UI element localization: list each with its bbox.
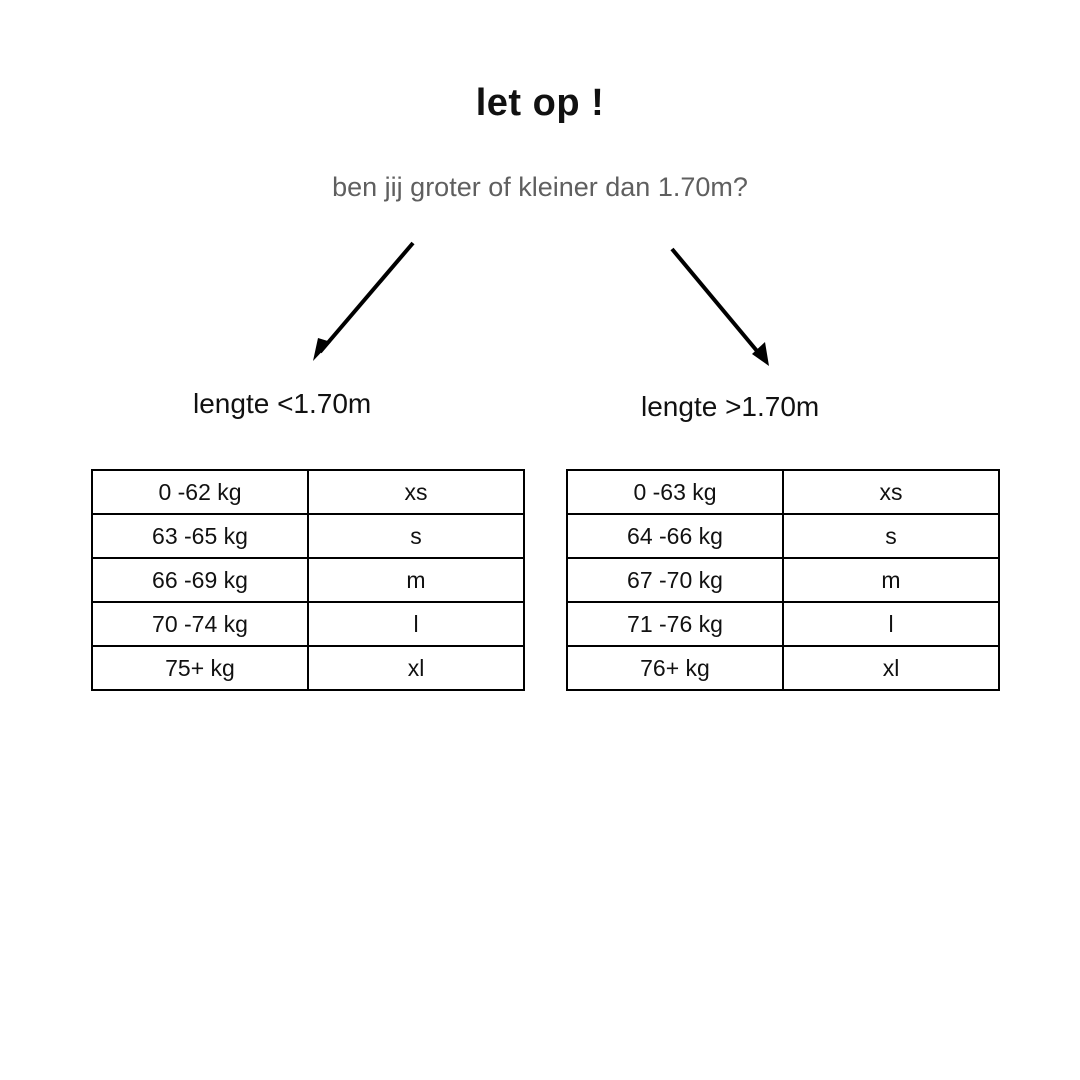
table-row	[567, 646, 999, 690]
size-cell: s	[308, 514, 524, 558]
size-table-short	[91, 469, 525, 691]
table-row	[92, 514, 524, 558]
weight-cell: 66 -69 kg	[92, 558, 308, 602]
table-row	[92, 602, 524, 646]
size-cell: m	[308, 558, 524, 602]
size-cell: xs	[308, 470, 524, 514]
branch-label-tall: lengte >1.70m	[641, 391, 820, 422]
arrow-down-right-icon	[672, 249, 769, 366]
branch-label-short: lengte <1.70m	[193, 388, 372, 419]
table-row	[92, 558, 524, 602]
table-row	[567, 602, 999, 646]
arrow-down-left-icon	[313, 243, 413, 361]
weight-cell: 0 -63 kg	[567, 470, 783, 514]
weight-cell: 63 -65 kg	[92, 514, 308, 558]
page-subtitle: ben jij groter of kleiner dan 1.70m?	[332, 172, 748, 202]
size-table-tall	[566, 469, 1000, 691]
size-cell: m	[783, 558, 999, 602]
weight-cell: 67 -70 kg	[567, 558, 783, 602]
size-cell: xs	[783, 470, 999, 514]
page-title: let op !	[475, 82, 605, 124]
weight-cell: 64 -66 kg	[567, 514, 783, 558]
table-row	[567, 470, 999, 514]
table-row	[567, 514, 999, 558]
weight-cell: 76+ kg	[567, 646, 783, 690]
size-cell: xl	[308, 646, 524, 690]
table-row	[92, 646, 524, 690]
weight-cell: 71 -76 kg	[567, 602, 783, 646]
weight-cell: 75+ kg	[92, 646, 308, 690]
size-cell: l	[308, 602, 524, 646]
table-row	[92, 470, 524, 514]
size-cell: xl	[783, 646, 999, 690]
table-row	[567, 558, 999, 602]
weight-cell: 70 -74 kg	[92, 602, 308, 646]
weight-cell: 0 -62 kg	[92, 470, 308, 514]
size-cell: s	[783, 514, 999, 558]
size-cell: l	[783, 602, 999, 646]
